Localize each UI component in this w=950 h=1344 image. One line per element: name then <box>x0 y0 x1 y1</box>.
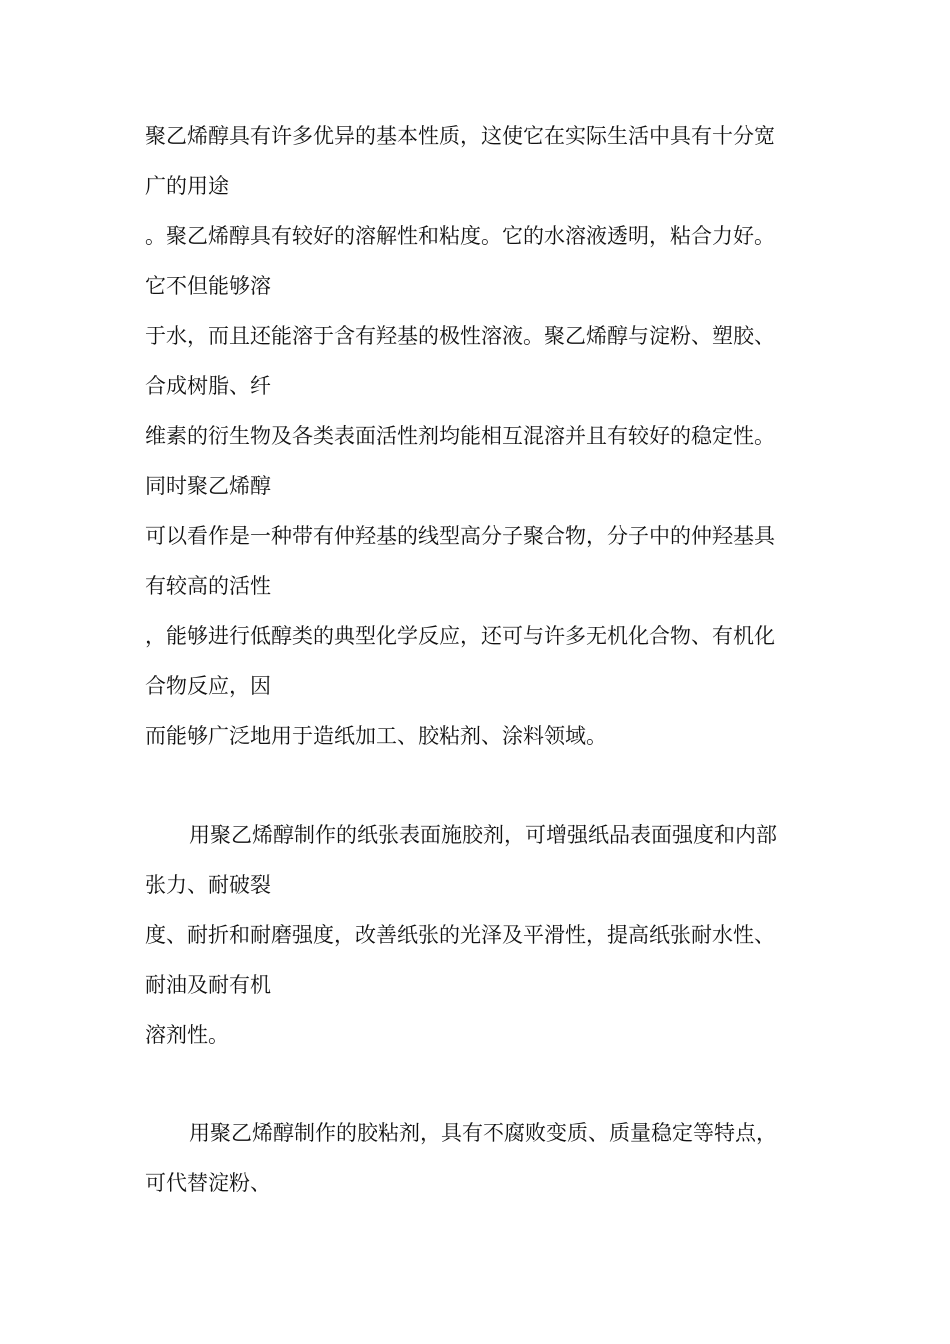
paragraph-2 <box>145 810 825 1060</box>
paragraph-line: 聚乙烯醇具有许多优异的基本性质，这使它在实际生活中具有十分宽 <box>145 124 775 148</box>
paragraph-line: ，能够进行低醇类的典型化学反应，还可与许多无机化合物、有机化 <box>145 624 775 648</box>
paragraph-line: 溶剂性。 <box>145 1023 229 1047</box>
paragraph-line: 。聚乙烯醇具有较好的溶解性和粘度。它的水溶液透明，粘合力好。 <box>145 224 775 248</box>
paragraph-line: 用聚乙烯醇制作的纸张表面施胶剂，可增强纸品表面强度和内部 <box>189 823 777 847</box>
paragraph-line: 而能够广泛地用于造纸加工、胶粘剂、涂料领域。 <box>145 724 607 748</box>
paragraph-line: 合物反应，因 <box>145 674 271 698</box>
paragraph-line: 可以看作是一种带有仲羟基的线型高分子聚合物，分子中的仲羟基具 <box>145 524 775 548</box>
paragraph-line: 维素的衍生物及各类表面活性剂均能相互混溶并且有较好的稳定性。 <box>145 424 775 448</box>
paragraph-1 <box>145 111 825 761</box>
paragraph-line: 度、耐折和耐磨强度，改善纸张的光泽及平滑性，提高纸张耐水性、 <box>145 923 775 947</box>
paragraph-line: 广的用途 <box>145 174 229 198</box>
paragraph-line: 用聚乙烯醇制作的胶粘剂，具有不腐败变质、质量稳定等特点， <box>189 1121 777 1145</box>
paragraph-line: 张力、耐破裂 <box>145 873 271 897</box>
paragraph-line: 有较高的活性 <box>145 574 271 598</box>
paragraph-line: 于水，而且还能溶于含有羟基的极性溶液。聚乙烯醇与淀粉、塑胶、 <box>145 324 775 348</box>
paragraph-line: 可代替淀粉、 <box>145 1171 271 1195</box>
paragraph-line: 合成树脂、纤 <box>145 374 271 398</box>
paragraph-line: 它不但能够溶 <box>145 274 271 298</box>
paragraph-3 <box>145 1108 825 1208</box>
paragraph-line: 耐油及耐有机 <box>145 973 271 997</box>
paragraph-line: 同时聚乙烯醇 <box>145 474 271 498</box>
